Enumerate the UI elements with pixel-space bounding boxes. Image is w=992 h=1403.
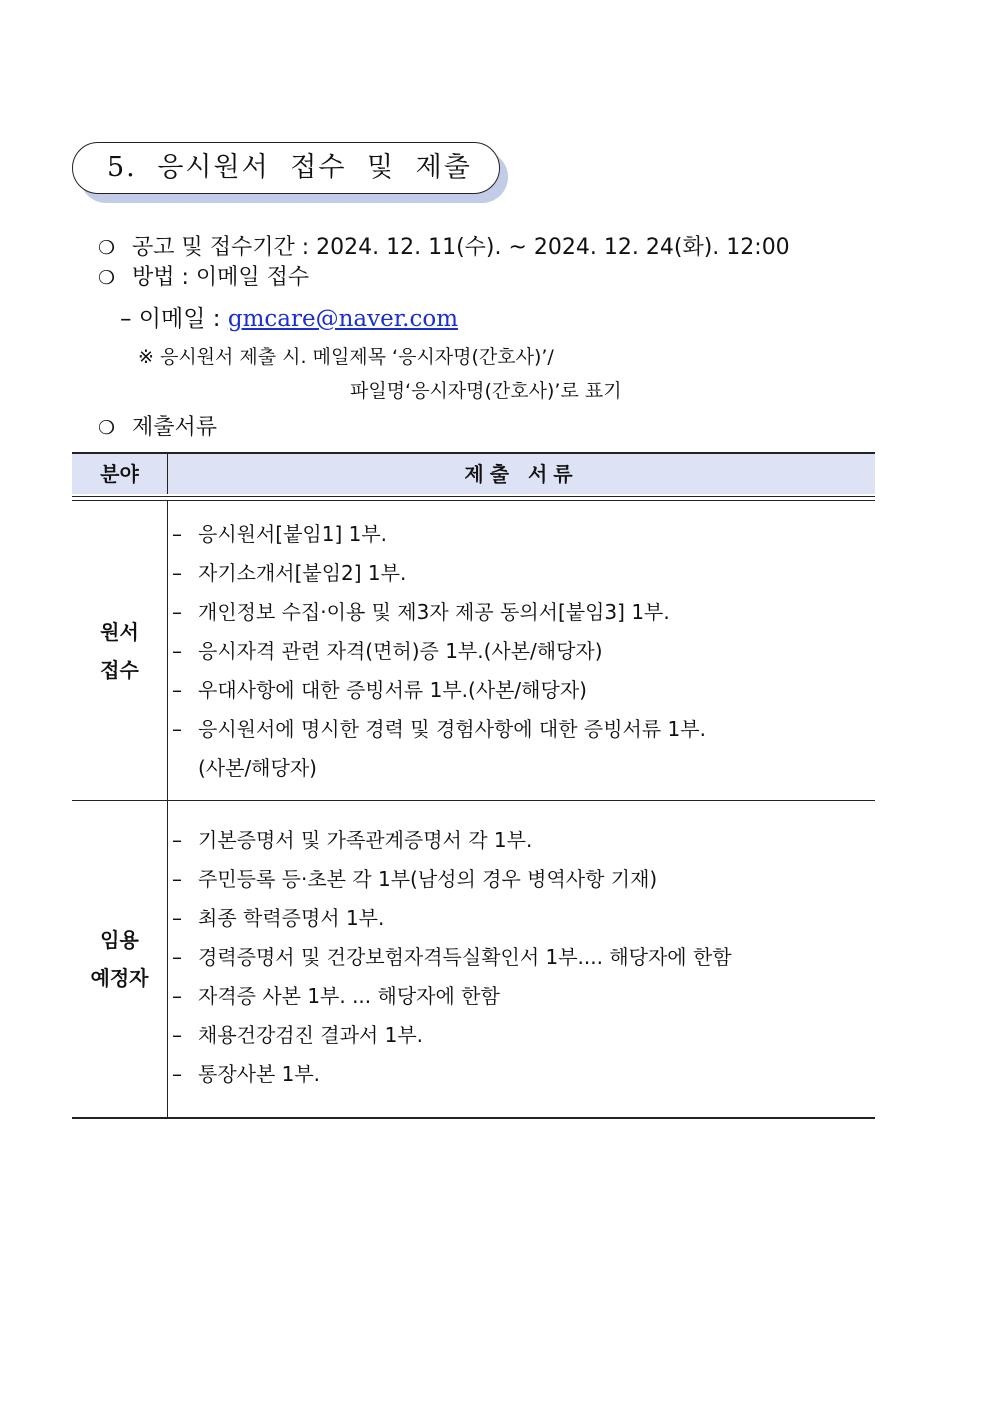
table-header [72, 452, 875, 494]
list-item: – 응시자격 관련 자격(면허)증 1부.(사본/해당자) [172, 639, 603, 663]
list-item: – 개인정보 수집·이용 및 제3자 제공 동의서[붙임3] 1부. [172, 600, 670, 624]
category-label: 접수 [100, 657, 139, 682]
list-item: – 경력증명서 및 건강보험자격득실확인서 1부.... 해당자에 한함 [172, 945, 732, 969]
category-cell [72, 801, 168, 1117]
list-item: – 통장사본 1부. [172, 1062, 321, 1086]
list-item-continuation: (사본/해당자) [198, 756, 317, 780]
email-label: – 이메일 : [120, 306, 228, 332]
circle-bullet-icon: ❍ [98, 417, 116, 439]
table-row [72, 501, 875, 801]
table-row [72, 801, 875, 1119]
period-line [98, 230, 790, 261]
documents-table [72, 452, 875, 1119]
category-cell [72, 501, 168, 800]
documents-cell [168, 801, 875, 1117]
method-line [98, 260, 309, 291]
note-line-2: 파일명‘응시자명(간호사)’로 표기 [350, 380, 622, 402]
note-line-1: ※ 응시원서 제출 시. 메일제목 ‘응시자명(간호사)’/ [138, 346, 554, 368]
section-title: 5. 응시원서 접수 및 제출 [72, 142, 500, 194]
list-item: – 최종 학력증명서 1부. [172, 906, 385, 930]
list-item: – 자격증 사본 1부. ... 해당자에 한함 [172, 984, 500, 1008]
period-text: 공고 및 접수기간 : 2024. 12. 11(수). ~ 2024. 12. 24(화). 12:00 [132, 235, 790, 260]
email-line [120, 300, 458, 333]
circle-bullet-icon: ❍ [98, 237, 116, 259]
method-text: 방법 : 이메일 접수 [132, 265, 310, 290]
section-title-banner [72, 142, 512, 206]
header-field: 분야 [72, 454, 168, 494]
list-item: – 기본증명서 및 가족관계증명서 각 1부. [172, 828, 533, 852]
list-item: – 채용건강검진 결과서 1부. [172, 1023, 423, 1047]
category-label: 원서 [100, 619, 139, 644]
list-item: – 응시원서[붙임1] 1부. [172, 522, 388, 546]
category-label: 임용 [100, 928, 139, 952]
list-item: – 응시원서에 명시한 경력 및 경험사항에 대한 증빙서류 1부. [172, 717, 706, 741]
documents-text: 제출서류 [132, 415, 218, 440]
category-label: 예정자 [90, 966, 149, 990]
header-documents: 제출 서류 [464, 462, 579, 486]
circle-bullet-icon: ❍ [98, 267, 116, 289]
documents-line [98, 410, 217, 441]
list-item: – 자기소개서[붙임2] 1부. [172, 561, 407, 585]
list-item: – 우대사항에 대한 증빙서류 1부.(사본/해당자) [172, 678, 587, 702]
documents-cell [168, 501, 875, 800]
email-link[interactable]: gmcare@naver.com [227, 306, 459, 332]
list-item: – 주민등록 등·초본 각 1부(남성의 경우 병역사항 기재) [172, 867, 658, 891]
header-divider [72, 496, 875, 497]
